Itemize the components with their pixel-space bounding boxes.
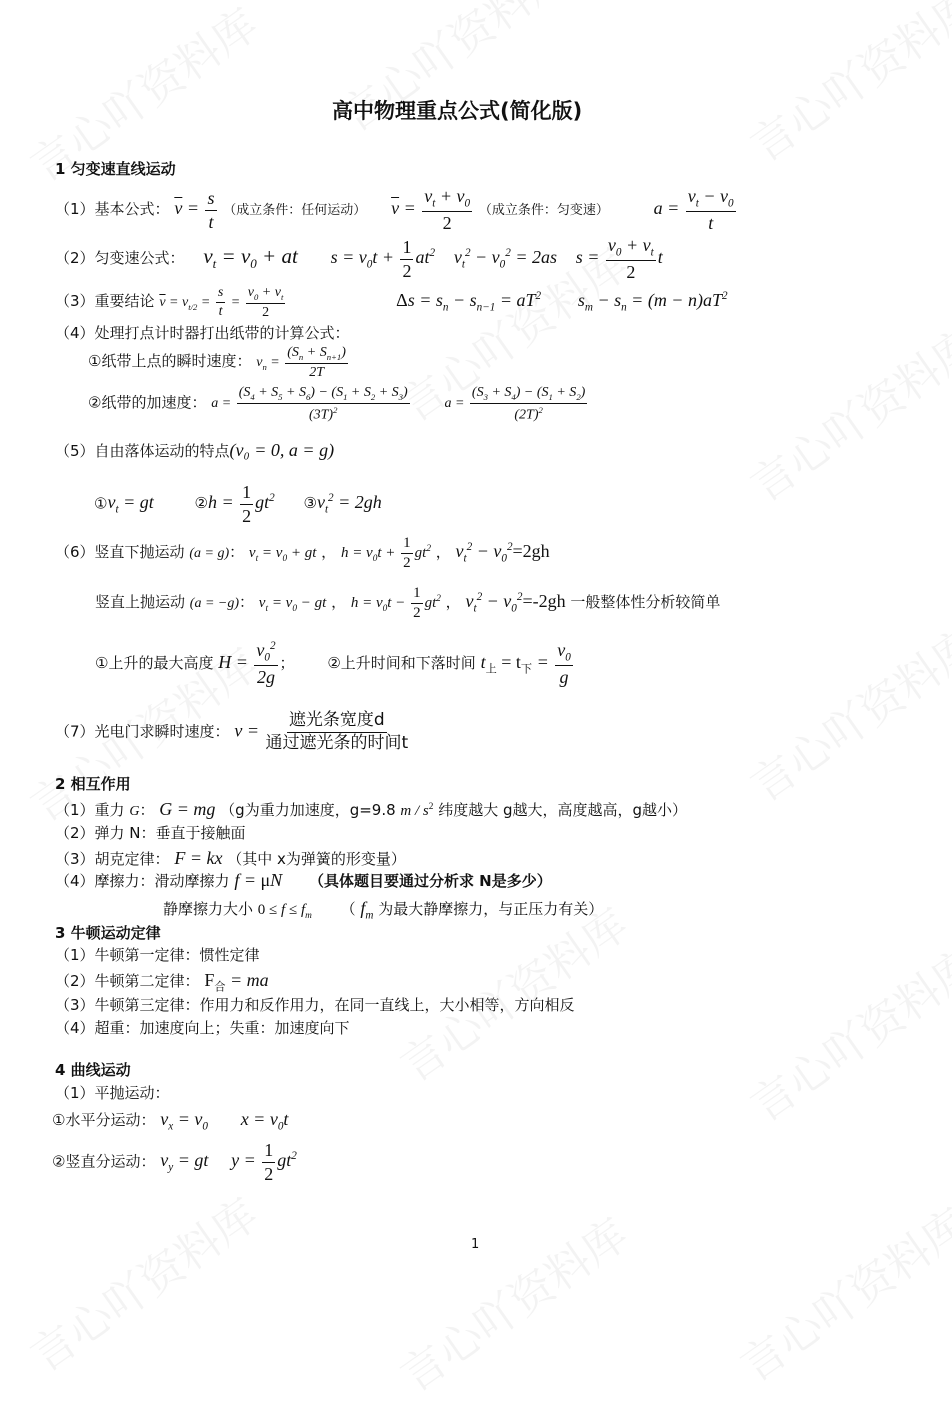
formula: $v_t^2 - v_0^2=2gh$ — [455, 541, 550, 565]
line-newton-2 — [55, 971, 269, 994]
formula: $F_合$ = ma — [204, 970, 269, 994]
formula: $s = v_0t$ + $\frac{1}{2}$ $at^2$ — [330, 236, 436, 281]
formula: $v_t^2 - v_0^2 = 2as$ — [453, 247, 557, 271]
formula: $\overline{v} = v_{t/2}$ = $\frac{s}{t}$ = $\frac{v_0 + v_t}{2}$ — [159, 285, 284, 320]
line-overweight: （4）超重：加速度向上；失重：加速度向下 — [55, 1019, 350, 1037]
line-vertical-down: （6）竖直下抛运动 (a = g)： $v_t = v_0$ + gt ， $h = v_0t$ + $\frac{1}{2}$ $gt^2$ ， $v_t^2 - v_0^2=2gh$ — [55, 535, 550, 572]
formula: $\overline{v}$ = $\frac{s}{t}$ — [174, 187, 215, 232]
section-heading: 3 牛顿运动定律 — [55, 924, 161, 942]
line-free-fall-formulas — [94, 482, 382, 526]
label: （2）匀变速公式： — [55, 249, 185, 268]
line-projectile: （1）平抛运动： — [55, 1084, 170, 1102]
label: （2）牛顿第二定律： — [55, 972, 200, 990]
watermark — [736, 930, 952, 1134]
watermark — [736, 310, 952, 514]
item-marker: ③ — [303, 494, 317, 513]
formula: s = $\frac{v_0 + v_t}{2}$ t — [575, 235, 663, 283]
page-title: 高中物理重点公式(简化版) — [332, 99, 583, 123]
formula: $s_m - s_n = (m - n)aT^2$ — [577, 290, 728, 314]
formula: $v_t = v_0$ − gt — [258, 595, 327, 615]
line-newton-3: （3）牛顿第三定律：作用力和反作用力，在同一直线上，大小相等，方向相反 — [55, 996, 575, 1014]
line-ticker-tape: （4）处理打点计时器打出纸带的计算公式： — [55, 324, 350, 342]
line-static-friction: 静摩擦力大小 $0 \le f \le f_m$ （ $f_m$ 为最大静摩擦力，与正压力有关） — [163, 898, 604, 922]
numerator: 遮光条宽度d — [287, 711, 387, 733]
formula: $f_m$ — [360, 898, 374, 922]
line-vertical-up-results: ①上升的最大高度 H = $\frac{v_0^2}{2g}$ ； ②上升时间和下落时间 $t_上 = t_下$ = $\frac{v_0}{g}$ — [95, 640, 575, 688]
item-marker: ① — [94, 494, 108, 513]
section-heading: 4 曲线运动 — [55, 1061, 131, 1079]
section-heading: 2 相互作用 — [55, 775, 131, 793]
watermark — [16, 1180, 269, 1384]
note: 一般整体性分析较简单 — [570, 593, 721, 612]
watermark — [726, 1190, 952, 1394]
formula: $v_y$ = gt — [160, 1150, 209, 1174]
note: （成立条件：匀变速） — [478, 203, 609, 219]
label: ①水平分运动： — [52, 1111, 156, 1129]
page-number: 1 — [471, 1237, 480, 1252]
line-important-conclusion — [55, 285, 728, 321]
label: ①纸带上点的瞬时速度： — [88, 352, 252, 371]
photogate-fraction — [265, 711, 408, 753]
formula: (a = g) — [189, 546, 230, 562]
label: ②上升时间和下落时间 — [327, 654, 476, 673]
formula: a = $\frac{v_t - v_0}{t}$ — [653, 186, 734, 234]
note: 纬度越大 g越大，高度越高，g越小） — [438, 801, 688, 819]
line-photogate — [55, 711, 410, 753]
note: 为最大静摩擦力，与正压力有关） — [378, 900, 604, 918]
note: （其中 x为弹簧的形变量） — [227, 850, 406, 868]
line-uniform-accel — [55, 235, 663, 283]
formula: $h = v_0t$ − $\frac{1}{2}$ $gt^2$ — [350, 585, 441, 622]
line-elastic-force: （2）弹力 N：垂直于接触面 — [55, 824, 246, 842]
label: 静摩擦力大小 — [163, 900, 254, 918]
formula: (v₀ = 0, a = g) — [229, 440, 335, 460]
formula: $v_x = v_0$ — [160, 1109, 208, 1133]
formula: H = $\frac{v_0^2}{2g}$ — [218, 640, 276, 688]
label: （4）摩擦力：滑动摩擦力 — [55, 872, 230, 890]
formula: f = μN — [234, 870, 283, 890]
label: ①上升的最大高度 — [95, 654, 214, 673]
watermark — [736, 610, 952, 814]
label: （6）竖直下抛运动 — [55, 543, 185, 562]
formula: $v_t = v_0$ + gt — [248, 545, 317, 565]
label: （1）基本公式： — [55, 200, 170, 219]
line-hooke — [55, 849, 406, 867]
formula: $x = v_0t$ — [240, 1109, 289, 1133]
formula: $v_t^2 = 2gh$ — [316, 492, 382, 516]
label: ②纸带的加速度： — [88, 393, 207, 412]
label: ②竖直分运动： — [52, 1152, 156, 1171]
label: （3）胡克定律： — [55, 850, 170, 868]
formula: G — [129, 804, 140, 819]
note: （g为重力加速度，g=9.8 — [220, 801, 396, 819]
line-gravity: （1）重力 G： G = mg （g为重力加速度，g=9.8 m / $s^2$ 纬度越大 g越大，高度越高，g越小） — [55, 799, 688, 819]
line-friction — [55, 871, 552, 889]
formula: $v_n$ = $\frac{(S_n + S_{n+1})}{2T}$ — [256, 345, 346, 380]
line-vertical-up: 竖直上抛运动 (a = −g)： $v_t = v_0$ − gt ， $h = v_0t$ − $\frac{1}{2}$ $gt^2$ ， $v_t^2 - v_0^2=-2gh$ 一般整体性分析较简单 — [95, 585, 721, 622]
note: （成立条件：任何运动） — [223, 203, 367, 219]
formula: $t_上 = t_下$ = $\frac{v_0}{g}$ — [480, 640, 571, 688]
watermark — [736, 0, 952, 174]
formula: a = $\frac{(S_3 + S_4) - (S_1 + S_2)}{(2T)^2}$ — [444, 385, 586, 423]
label: （7）光电门求瞬时速度： — [55, 722, 230, 741]
formula: h = $\frac{1}{2}$ $gt^2$ — [207, 482, 275, 526]
formula: m / $s^2$ — [400, 802, 434, 819]
formula: (a = −g) — [189, 596, 240, 612]
formula: $v_t = v_0$ + at — [203, 244, 298, 272]
formula: $h = v_0t$ + $\frac{1}{2}$ $gt^2$ — [340, 535, 431, 572]
line-horizontal — [52, 1110, 288, 1133]
watermark — [386, 1200, 639, 1404]
formula: v = — [234, 720, 264, 741]
line-instant-velocity — [88, 345, 350, 381]
formula: G = mg — [159, 799, 216, 819]
formula: $v_t$ = gt — [107, 492, 154, 516]
label: 竖直上抛运动 — [95, 593, 186, 612]
label: （5）自由落体运动的特点 — [55, 442, 230, 460]
formula: $\Delta s = s_n - s_{n-1} = aT^2$ — [396, 290, 542, 314]
formula: y = $\frac{1}{2}$ $gt^2$ — [231, 1140, 297, 1184]
formula: a = $\frac{(S_4 + S_5 + S_6) - (S_1 + S_2 + S_3)}{(3T)^2}$ — [211, 385, 408, 423]
line-basic-formula — [55, 186, 738, 234]
label: （3）重要结论 — [55, 292, 155, 311]
formula: $0 \le f \le f_m$ — [257, 902, 312, 921]
note: （具体题目要通过分析求 N是多少） — [308, 872, 552, 890]
formula: $\overline{v}$ = $\frac{v_t + v_0}{2}$ — [391, 186, 471, 234]
item-marker: ② — [194, 494, 208, 513]
formula: $v_t^2 - v_0^2=-2gh$ — [465, 591, 566, 615]
line-vertical-component — [52, 1140, 297, 1184]
formula: F = kx — [174, 848, 223, 868]
denominator: 通过遮光条的时间t — [265, 732, 409, 753]
line-free-fall — [55, 441, 334, 459]
label: （1）重力 — [55, 801, 125, 819]
section-heading: 1 匀变速直线运动 — [55, 160, 176, 178]
line-tape-accel — [88, 385, 589, 424]
line-newton-1: （1）牛顿第一定律：惯性定律 — [55, 946, 260, 964]
